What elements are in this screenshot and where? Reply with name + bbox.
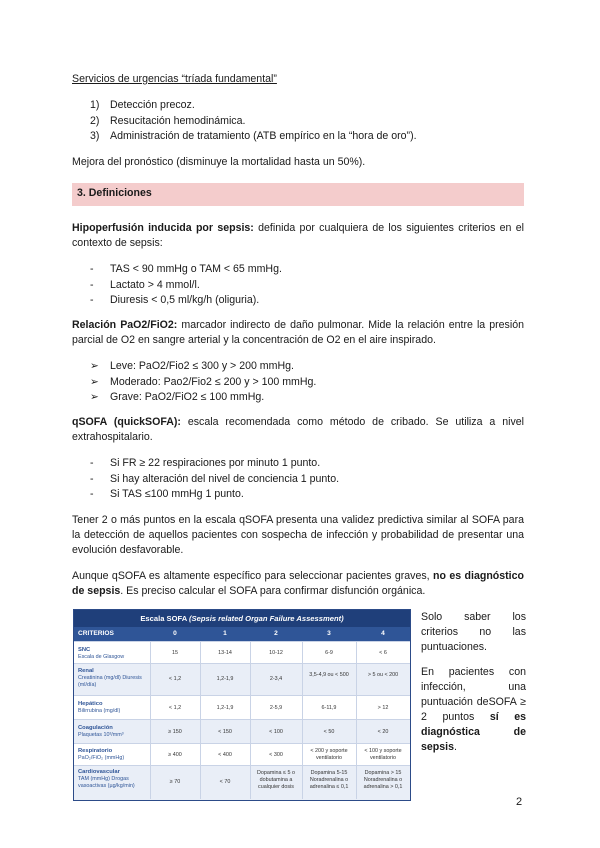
header-cell: 4 <box>381 630 385 637</box>
table-row: Cardiovascular TAM (mmHg) Drogas vasoactivas (µg/kg/min) ≥ 70 < 70 Dopamina ≤ 5 o dobutamina a cualquier dosis Dopamina 5-15 Noradrenalina o adrenalina ≤ 0,1 Dopamina > 15 Noradrenalina o adrenalina > 0,1 <box>74 765 410 800</box>
sofa-table <box>73 609 411 801</box>
header-cell: 1 <box>223 630 227 637</box>
table-row: Renal Creatinina (mg/dl) Diuresis (ml/día) < 1,2 1,2-1,9 2-3,4 3,5-4,9 ou < 500 > 5 ou < 200 <box>74 663 410 696</box>
pafi-paragraph: Relación PaO2/FiO2: marcador indirecto de daño pulmonar. Mide la relación entre la presión parcial de O2 en sangre arterial y la concentración de O2 en el aire inspirado. <box>72 319 524 346</box>
header-cell: 3 <box>327 630 331 637</box>
prognosis-text: Mejora del pronóstico (disminuye la mortalidad hasta un 50%). <box>72 156 366 168</box>
qsofa-list <box>90 456 520 503</box>
header-cell: CRITERIOS <box>78 630 114 637</box>
table-row: Coagulación Plaquetas 10³/mm³ ≥ 150 < 150 < 100 < 50 < 20 <box>74 719 410 744</box>
qsofa-note-paragraph: Aunque qSOFA es altamente específico para seleccionar pacientes graves, no es diagnóstico de sepsis. Es preciso calcular el SOFA para confirmar disfunción orgánica. <box>72 570 524 597</box>
qsofa-validity-paragraph: Tener 2 o más puntos en la escala qSOFA presenta una validez predictiva similar al SOFA para la detección de aquellos pacientes con sospecha de infección y probabilidad de presentar una evolución desfavorable. <box>72 514 524 556</box>
table-divider <box>150 641 151 799</box>
list-item: - Si TAS ≤100 mmHg 1 punto. <box>90 488 244 500</box>
list-item: 1) Detección precoz. <box>90 99 195 111</box>
list-item: 3) Administración de tratamiento (ATB empírico en la “hora de oro”). <box>90 130 417 142</box>
table-divider <box>302 641 303 799</box>
list-item: 2) Resucitación hemodinámica. <box>90 114 246 127</box>
table-row: SNC Escala de Glasgow 15 13-14 10-12 6-9 < 6 <box>74 641 410 664</box>
header-cell: 0 <box>173 630 177 637</box>
side-note-1: Solo saber los criterios no las puntuaciones. <box>421 611 526 653</box>
list-item: ➢ Moderado: Pao2/Fio2 ≤ 200 y > 100 mmHg. <box>90 375 317 388</box>
table-divider <box>200 641 201 799</box>
sofa-table-header <box>74 627 410 641</box>
qsofa-paragraph: qSOFA (quickSOFA): escala recomendada como método de cribado. Se utiliza a nivel extrahospitalario. <box>72 416 524 443</box>
page-number: 2 <box>516 796 523 808</box>
list-item: - Diuresis < 0,5 ml/kg/h (oliguria). <box>90 294 260 306</box>
hypoperfusion-list <box>90 262 520 309</box>
table-row: Hepático Bilirrubina (mg/dl) < 1,2 1,2-1,9 2-5,9 6-11,9 > 12 <box>74 695 410 720</box>
list-item: ➢ Grave: PaO2/FiO2 ≤ 100 mmHg. <box>90 391 265 403</box>
section-title: 3. Definiciones <box>77 187 152 199</box>
table-divider <box>250 641 251 799</box>
steps-list <box>90 98 520 145</box>
header-cell: 2 <box>274 630 278 637</box>
list-item: - TAS < 90 mmHg o TAM < 65 mmHg. <box>90 263 282 275</box>
list-item: ➢ Leve: PaO2/Fio2 ≤ 300 y > 200 mmHg. <box>90 360 294 372</box>
table-row: Respiratorio PaO₂/FiO₂ (mmHg) ≥ 400 < 400 < 300 < 200 y soporte ventilatorio < 100 y soporte ventilatorio <box>74 743 410 766</box>
list-item: - Si hay alteración del nivel de conciencia 1 punto. <box>90 472 340 485</box>
section-heading-link: Servicios de urgencias “tríada fundamental” <box>72 73 277 85</box>
pafi-list <box>90 359 520 406</box>
list-item: - Si FR ≥ 22 respiraciones por minuto 1 punto. <box>90 457 321 469</box>
section-header-bar <box>72 183 524 206</box>
list-item: - Lactato > 4 mmol/l. <box>90 278 200 291</box>
table-divider <box>356 641 357 799</box>
hypoperfusion-paragraph: Hipoperfusión inducida por sepsis: definida por cualquiera de los siguientes criterios en el contexto de sepsis: <box>72 222 524 249</box>
side-note-2: En pacientes con infección, una puntuación deSOFA ≥ 2 puntos sí es diagnóstica de sepsis. <box>421 666 527 753</box>
sofa-table-title: Escala SOFA (Sepsis related Organ Failure Assessment) <box>74 610 410 627</box>
